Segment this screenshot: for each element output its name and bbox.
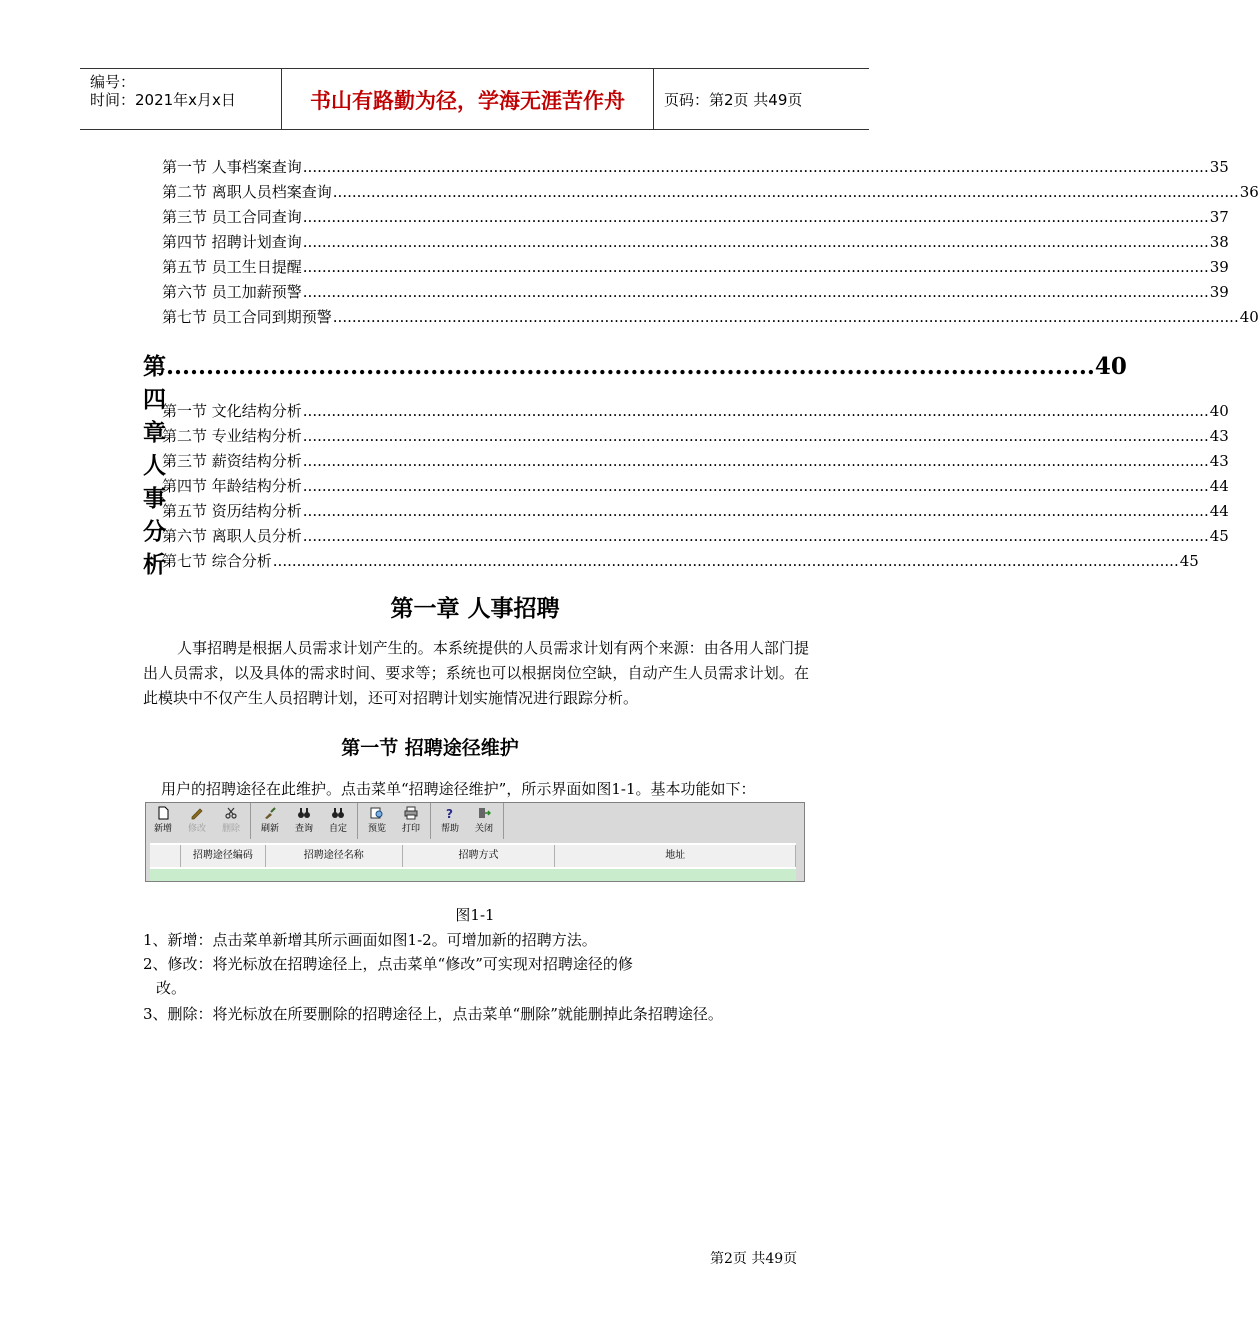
toc-entry[interactable] <box>162 525 1229 549</box>
help-icon <box>443 807 457 819</box>
list-item: 改。 <box>156 979 187 997</box>
list-item: 3、删除：将光标放在所要删除的招聘途径上，点击菜单“删除”就能删掉此条招聘途径。 <box>143 1005 723 1023</box>
toc-entry[interactable] <box>162 206 1229 230</box>
toc-entry-page: 44 <box>1209 477 1229 495</box>
toc-leader: .............................................................................................................................................................................................. <box>302 283 1209 301</box>
query-button[interactable] <box>287 803 321 837</box>
brush-icon <box>263 807 277 819</box>
toc-leader: .............................................................................................................................................................................................. <box>302 427 1209 445</box>
toolbar-group-print <box>360 803 431 839</box>
binoculars-icon <box>297 807 311 819</box>
refresh-button[interactable] <box>253 803 287 837</box>
column-header[interactable]: 招聘途径编码 <box>181 845 266 867</box>
toc-leader: .............................................................................................................................................................................................. <box>272 552 1179 570</box>
toc-entry[interactable] <box>162 450 1229 474</box>
toc-entry-page: 45 <box>1209 527 1229 545</box>
toc-entry-label: 第六节 员工加薪预警 <box>162 283 302 301</box>
toc-entry[interactable] <box>162 156 1229 180</box>
toc-entry-page: 38 <box>1209 233 1229 251</box>
new-file-icon <box>156 807 170 819</box>
toc-leader: .............................................................................................................................................................................................. <box>302 258 1209 276</box>
header-page-label: 页码：第2页 共49页 <box>664 91 803 109</box>
toc-entry-label: 第四节 招聘计划查询 <box>162 233 302 251</box>
toc-leader: .............................................................................................................................................................................................. <box>302 208 1209 226</box>
toc-entry-page: 36 <box>1239 183 1259 201</box>
toc-leader: .............................................................................................................................................................................................. <box>302 502 1209 520</box>
toc-leader: .............................................................................................................................................................................................. <box>332 308 1239 326</box>
close-button-label: 关闭 <box>474 823 493 834</box>
preview-icon <box>370 807 384 819</box>
toc-entry-label: 第二节 离职人员档案查询 <box>162 183 332 201</box>
toolbar-group-edit <box>146 803 251 839</box>
toc-entry-label: 第四节 年龄结构分析 <box>162 477 302 495</box>
header-motto: 书山有路勤为径，学海无涯苦作舟 <box>310 89 625 113</box>
chapter-title: 第一章 人事招聘 <box>390 596 560 622</box>
delete-button-label: 删除 <box>221 823 240 834</box>
toc-leader: .............................................................................................................................................................................................. <box>302 477 1209 495</box>
close-button[interactable] <box>467 803 501 837</box>
toc-entry-label: 第七节 综合分析 <box>162 552 272 570</box>
toc-leader: .............................................................................................................................................................................................. <box>302 233 1209 251</box>
pencil-icon <box>190 807 204 819</box>
help-button-label: 帮助 <box>440 823 459 834</box>
print-button-label: 打印 <box>401 823 420 834</box>
figure-screenshot <box>145 802 805 882</box>
edit-button-label: 修改 <box>187 823 206 834</box>
toc-leader: .............................................................................................................................................................................................. <box>302 158 1209 176</box>
header-motto-cell <box>282 69 654 129</box>
doc-number-label: 编号： <box>90 73 136 91</box>
custom-button[interactable] <box>321 803 355 837</box>
query-button-label: 查询 <box>294 823 313 834</box>
binoculars-icon <box>331 807 345 819</box>
page-header <box>80 68 869 130</box>
section-title: 第一节 招聘途径维护 <box>341 737 519 759</box>
data-grid[interactable] <box>150 843 796 881</box>
toc-entry-page: 43 <box>1209 427 1229 445</box>
page-footer: 第2页 共49页 <box>710 1251 798 1267</box>
toc-entry-label: 第一节 人事档案查询 <box>162 158 302 176</box>
intro-paragraph: 人事招聘是根据人员需求计划产生的。本系统提供的人员需求计划有两个来源：由各用人部门提出人员需求，以及具体的需求时间、要求等；系统也可以根据岗位空缺，自动产生人员需求计划。在此模块中不仅产生人员招聘计划，还可对招聘计划实施情况进行跟踪分析。 <box>143 639 809 707</box>
toolbar-group-misc <box>433 803 504 839</box>
help-button[interactable] <box>433 803 467 837</box>
toc-entry-page: 44 <box>1209 502 1229 520</box>
toc-entry-label: 第三节 员工合同查询 <box>162 208 302 226</box>
list-item: 1、新增：点击菜单新增其所示画面如图1-2。可增加新的招聘方法。 <box>143 931 597 949</box>
new-button-label: 新增 <box>153 823 172 834</box>
toc-leader: .............................................................................................................................................................................................. <box>302 452 1209 470</box>
list-item: 2、修改：将光标放在招聘途径上，点击菜单“修改”可实现对招聘途径的修 <box>143 955 633 973</box>
toc-entry[interactable] <box>162 181 1259 205</box>
toc-entry-label: 第七节 员工合同到期预警 <box>162 308 332 326</box>
toc-chapter-label: 第四章 人事分析 <box>143 353 166 578</box>
header-page-cell <box>654 69 869 129</box>
printer-icon <box>404 807 418 819</box>
doc-time-label: 时间：2021年x月x日 <box>90 91 236 109</box>
toc-chapter-page: 40 <box>1094 353 1127 380</box>
toc-leader: .............................................................................................................................................................................................. <box>302 527 1209 545</box>
toc-entry-page: 45 <box>1179 552 1199 570</box>
toc-entry[interactable] <box>162 306 1259 330</box>
header-meta-cell <box>80 69 282 129</box>
toc-entry-page: 40 <box>1239 308 1259 326</box>
toc-leader: .............................................................................................................................................................................................. <box>302 402 1209 420</box>
table-row[interactable] <box>150 869 796 881</box>
toc-entry-page: 39 <box>1209 283 1229 301</box>
column-header[interactable]: 地址 <box>555 845 796 867</box>
column-header[interactable]: 招聘方式 <box>403 845 556 867</box>
toc-entry-label: 第六节 离职人员分析 <box>162 527 302 545</box>
custom-button-label: 自定 <box>328 823 347 834</box>
toc-entry[interactable] <box>162 400 1229 424</box>
delete-button[interactable] <box>214 803 248 837</box>
new-button[interactable] <box>146 803 180 837</box>
scissors-icon <box>224 807 238 819</box>
column-header[interactable]: 招聘途径名称 <box>266 845 403 867</box>
toc-leader: .................................................................................................................... <box>166 353 1095 380</box>
toc-entry-label: 第五节 资历结构分析 <box>162 502 302 520</box>
toc-entry-label: 第三节 薪资结构分析 <box>162 452 302 470</box>
toc-entry[interactable] <box>162 500 1229 524</box>
toolbar <box>146 803 506 839</box>
toc-entry[interactable] <box>162 281 1229 305</box>
grid-header <box>150 845 796 867</box>
toc-leader: .............................................................................................................................................................................................. <box>332 183 1239 201</box>
preview-button[interactable] <box>360 803 394 837</box>
toc-entry-label: 第二节 专业结构分析 <box>162 427 302 445</box>
edit-button[interactable] <box>180 803 214 837</box>
figure-caption: 图1-1 <box>455 906 495 924</box>
toc-entry[interactable] <box>162 475 1229 499</box>
toc-entry-page: 37 <box>1209 208 1229 226</box>
toc-entry[interactable] <box>162 231 1229 255</box>
toc-entry-page: 40 <box>1209 402 1229 420</box>
toc-entry-page: 39 <box>1209 258 1229 276</box>
toc-entry-page: 43 <box>1209 452 1229 470</box>
toc-entry[interactable] <box>162 256 1229 280</box>
exit-icon <box>477 807 491 819</box>
svg-text:?: ? <box>446 806 453 821</box>
toc-entry[interactable] <box>162 425 1229 449</box>
section-intro: 用户的招聘途径在此维护。点击菜单“招聘途径维护”，所示界面如图1-1。基本功能如下： <box>161 780 756 798</box>
toc-entry-label: 第五节 员工生日提醒 <box>162 258 302 276</box>
print-button[interactable] <box>394 803 428 837</box>
toc-entry[interactable] <box>162 550 1199 574</box>
refresh-button-label: 刷新 <box>260 823 279 834</box>
grid-indicator-column <box>150 845 181 867</box>
toc-entry-label: 第一节 文化结构分析 <box>162 402 302 420</box>
toolbar-group-view <box>253 803 358 839</box>
toc-entry-page: 35 <box>1209 158 1229 176</box>
preview-button-label: 预览 <box>367 823 386 834</box>
